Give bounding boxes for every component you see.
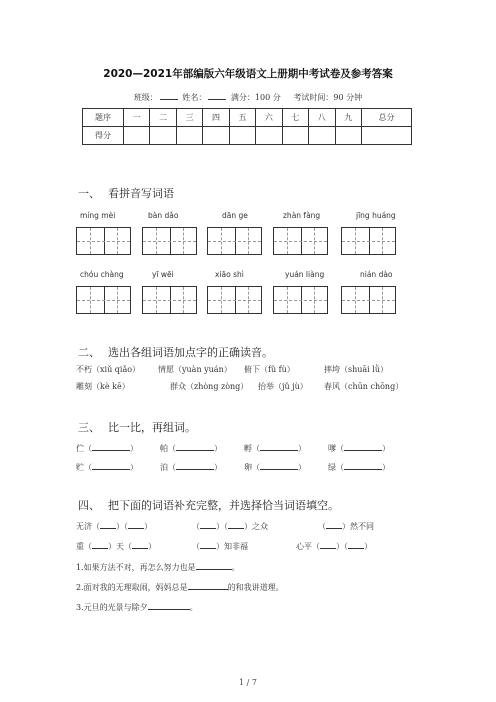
page-number: 1 / 7: [239, 678, 257, 687]
fill-question-1: [76, 561, 240, 573]
pinyin: jīng huáng: [356, 211, 396, 220]
idiom-text: ）然不同: [342, 522, 374, 531]
score-cell[interactable]: [256, 127, 282, 145]
choice-item[interactable]: 情愿（yuàn yuán）: [158, 365, 232, 374]
idiom-text: ）: [364, 542, 372, 551]
name-label: 姓名：: [182, 93, 207, 102]
choice-item[interactable]: 俯下（fǔ fù）: [244, 365, 295, 374]
choice-item[interactable]: 抬举（jǔ jù）: [258, 382, 308, 391]
idiom-text: （: [192, 542, 200, 551]
score-cell[interactable]: [361, 127, 411, 145]
idiom-blank-group: [318, 520, 374, 532]
idiom-text: ）之众: [244, 522, 268, 531]
exam-time: 考试时间：90 分钟: [293, 93, 363, 102]
score-header-row: [83, 109, 412, 127]
compare-char: 嗲: [328, 444, 336, 453]
section-number: 一、: [78, 187, 100, 200]
score-header-cell: 总分: [361, 109, 411, 127]
compare-item: 泊（ ）: [160, 463, 222, 472]
score-cell[interactable]: [309, 127, 335, 145]
writing-box[interactable]: [76, 286, 131, 314]
score-cell[interactable]: [124, 127, 150, 145]
compare-char: 孵: [244, 444, 252, 453]
score-header-cell: 六: [256, 109, 282, 127]
score-header-cell: 八: [309, 109, 335, 127]
compare-char: 绿: [328, 463, 336, 472]
score-header-cell: 九: [335, 109, 361, 127]
score-header-cell: 七: [282, 109, 308, 127]
pinyin: nián dào: [360, 270, 393, 279]
score-cell[interactable]: [150, 127, 176, 145]
compare-char: 帕: [160, 444, 168, 453]
section-2-heading: [78, 344, 273, 360]
answer-blank[interactable]: [260, 461, 298, 470]
section-title: 把下面的词语补充完整，并选择恰当词语填空。: [108, 499, 339, 512]
answer-blank[interactable]: [196, 561, 232, 570]
writing-box[interactable]: [207, 286, 262, 314]
writing-box[interactable]: [76, 227, 131, 255]
pinyin: xiāo shì: [215, 270, 244, 279]
answer-blank[interactable]: [128, 520, 144, 529]
question-text: 。: [189, 603, 198, 612]
choice-item[interactable]: 摔垮（shuāi lǜ）: [324, 365, 388, 374]
choice-item[interactable]: 春风（chūn chōng）: [324, 382, 404, 391]
score-header-cell: 三: [176, 109, 202, 127]
idiom-text: 无济（: [76, 522, 100, 531]
answer-blank[interactable]: [92, 442, 130, 451]
score-table: [82, 108, 412, 145]
question-text: 的和我讲道理。: [227, 583, 284, 592]
question-text: 3.元旦的光景与除夕: [76, 603, 148, 612]
idiom-text: ）: [144, 522, 152, 531]
section-3-heading: [78, 419, 196, 435]
idiom-text: 重（: [76, 542, 92, 551]
compare-item: 嗲（ ）: [328, 444, 390, 453]
compare-char: 贮: [76, 463, 84, 472]
class-label: 班级：: [133, 93, 158, 102]
answer-blank[interactable]: [200, 520, 216, 529]
answer-blank[interactable]: [176, 461, 214, 470]
idiom-text: ）（: [216, 522, 228, 531]
score-cell[interactable]: [229, 127, 255, 145]
answer-blank[interactable]: [344, 442, 382, 451]
idiom-text: ）知非福: [216, 542, 248, 551]
idiom-text: ）（: [336, 542, 348, 551]
pinyin: bàn dǎo: [148, 211, 179, 220]
question-text: 1.如果方法不对，再怎么努力也是: [76, 563, 196, 572]
score-cell[interactable]: [176, 127, 202, 145]
compare-char: 伫: [76, 444, 84, 453]
score-cell[interactable]: [282, 127, 308, 145]
score-header-cell: 二: [150, 109, 176, 127]
compare-item: 绿（ ）: [328, 463, 390, 472]
idiom-blank-group: [296, 540, 372, 552]
section-title: 看拼音写词语: [108, 187, 174, 200]
answer-blank[interactable]: [344, 461, 382, 470]
choice-item[interactable]: 雕刻（kè kē）: [76, 382, 130, 391]
writing-box[interactable]: [341, 286, 396, 314]
idiom-text: （: [318, 522, 326, 531]
idiom-blank-group: [192, 520, 268, 532]
answer-blank[interactable]: [320, 540, 336, 549]
answer-blank[interactable]: [348, 540, 364, 549]
idiom-text: （: [192, 522, 200, 531]
answer-blank[interactable]: [176, 442, 214, 451]
idiom-blank-group: [76, 520, 152, 532]
answer-blank[interactable]: [92, 540, 108, 549]
fill-question-2: [76, 581, 284, 593]
name-blank[interactable]: [208, 91, 226, 100]
score-cell[interactable]: [335, 127, 361, 145]
section-1-heading: [78, 185, 174, 201]
question-text: 2.面对我的无理取闹，妈妈总是: [76, 583, 188, 592]
full-score: 满分：100 分: [230, 93, 281, 102]
answer-blank[interactable]: [260, 442, 298, 451]
answer-blank[interactable]: [326, 520, 342, 529]
section-number: 三、: [78, 421, 100, 434]
answer-blank[interactable]: [188, 581, 228, 590]
score-cell[interactable]: [203, 127, 229, 145]
answer-blank[interactable]: [148, 601, 190, 610]
pinyin: yī wēi: [152, 270, 174, 279]
compare-item: 伫（ ）: [76, 444, 138, 453]
exam-info: [0, 91, 496, 103]
pinyin: dān ge: [222, 211, 248, 220]
score-header-cell: 四: [203, 109, 229, 127]
writing-box[interactable]: [341, 227, 396, 255]
score-header-cell: 五: [229, 109, 255, 127]
writing-box[interactable]: [207, 227, 262, 255]
class-blank[interactable]: [160, 91, 178, 100]
pinyin: chóu chàng: [80, 270, 124, 279]
fill-question-3: [76, 601, 198, 613]
writing-box[interactable]: [142, 227, 197, 255]
score-row-label: 得分: [83, 127, 124, 145]
compare-item: 帕（ ）: [160, 444, 222, 453]
compare-item: 贮（ ）: [76, 463, 138, 472]
question-text: 。: [231, 563, 240, 572]
pinyin: zhàn fàng: [283, 211, 321, 220]
answer-blank[interactable]: [200, 540, 216, 549]
choice-item[interactable]: 群众（zhòng zòng）: [170, 382, 249, 391]
score-row: [83, 127, 412, 145]
pinyin: yuán liàng: [285, 270, 325, 279]
answer-blank[interactable]: [132, 540, 148, 549]
score-header-cell: 一: [124, 109, 150, 127]
idiom-text: ）（: [116, 522, 128, 531]
answer-blank[interactable]: [228, 520, 244, 529]
section-4-heading: [78, 497, 339, 513]
section-number: 二、: [78, 346, 100, 359]
idiom-blank-group: [76, 540, 156, 552]
compare-char: 泊: [160, 463, 168, 472]
section-title: 选出各组词语加点字的正确读音。: [108, 346, 273, 359]
score-header-cell: 题序: [83, 109, 124, 127]
section-title: 比一比，再组词。: [108, 421, 196, 434]
writing-box[interactable]: [142, 286, 197, 314]
section-number: 四、: [78, 499, 100, 512]
idiom-text: ）: [148, 542, 156, 551]
compare-char: 卵: [244, 463, 252, 472]
pinyin: míng mèi: [80, 211, 116, 220]
writing-box[interactable]: [273, 227, 328, 255]
page-title: 2020—2021年部编版六年级语文上册期中考试卷及参考答案: [103, 68, 393, 80]
idiom-text: ）天（: [108, 542, 132, 551]
compare-item: 卵（ ）: [244, 463, 306, 472]
writing-box[interactable]: [273, 286, 328, 314]
idiom-blank-group: [192, 540, 248, 552]
answer-blank[interactable]: [92, 461, 130, 470]
idiom-text: 心平（: [296, 542, 320, 551]
choice-item[interactable]: 不朽（xiǔ qiǎo）: [76, 365, 141, 374]
answer-blank[interactable]: [100, 520, 116, 529]
compare-item: 孵（ ）: [244, 444, 306, 453]
